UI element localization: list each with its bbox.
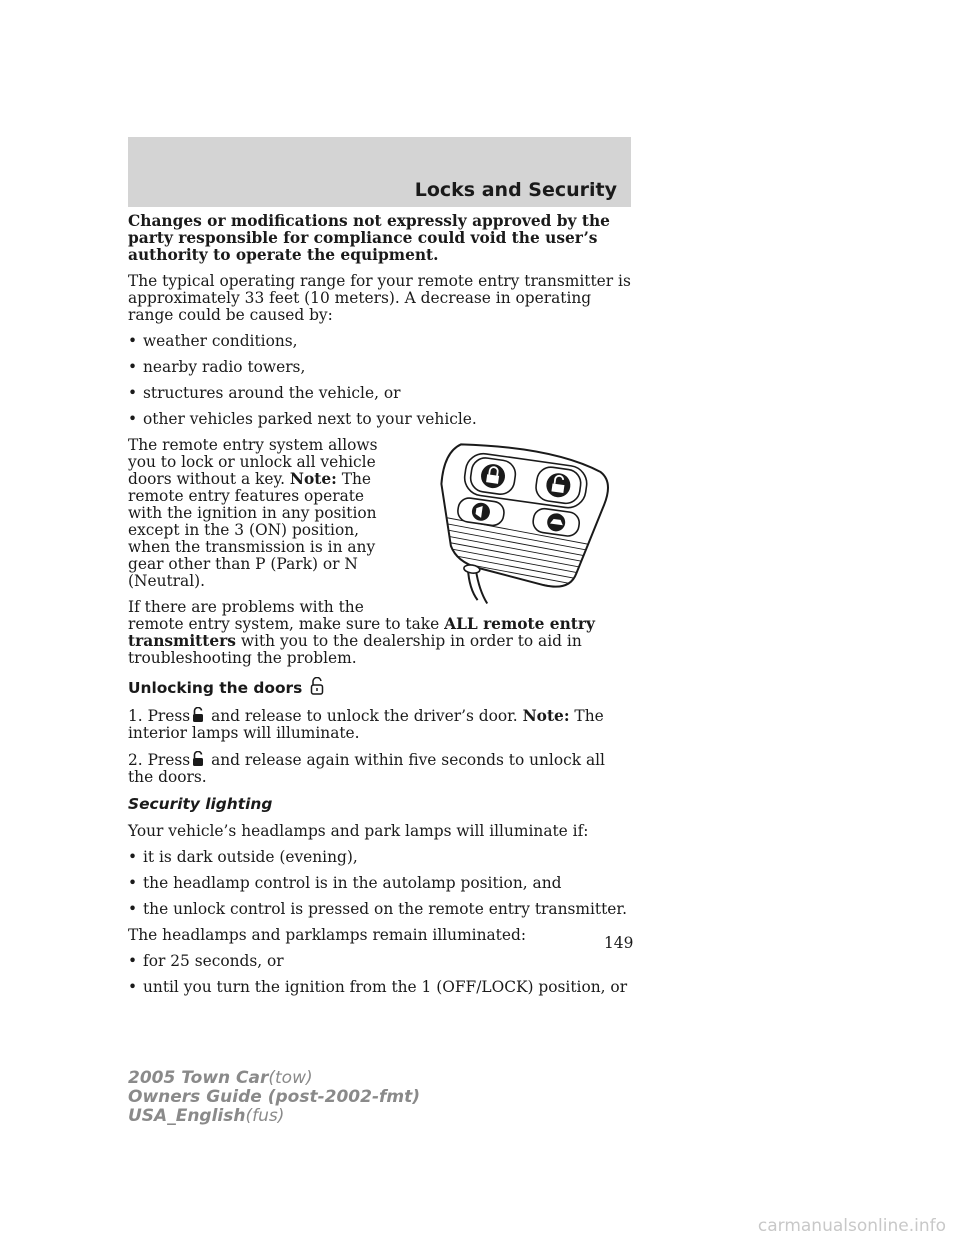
- problems-paragraph: If there are problems with the remote entry system, make sure to take ALL remote entry transmitters with you to the dealership in order to aid in troubleshooting the problem.: [128, 598, 595, 667]
- unlock-outline-icon: [310, 677, 324, 695]
- unlock-icon: [192, 751, 204, 767]
- remain-conditions-list: [128, 953, 633, 996]
- page-number: 149: [604, 934, 634, 952]
- section-header-band: [128, 137, 631, 207]
- remote-transmitter-illustration: [393, 435, 643, 607]
- list-item: • weather conditions,: [128, 333, 633, 350]
- list-item: • the headlamp control is in the autolamp position, and: [128, 875, 633, 892]
- section-title: Locks and Security: [414, 179, 617, 201]
- list-item: • it is dark outside (evening),: [128, 849, 633, 866]
- list-item: • nearby radio towers,: [128, 359, 633, 376]
- remain-illuminated-intro: The headlamps and parklamps remain illuminated:: [128, 926, 527, 944]
- list-item: • the unlock control is pressed on the remote entry transmitter.: [128, 901, 633, 918]
- site-watermark: carmanualsonline.info: [757, 1216, 946, 1236]
- fcc-warning: Changes or modifications not expressly approved by the party responsible for compliance could void the user’s authority to operate the equipment.: [128, 212, 610, 264]
- lighting-conditions-list: [128, 849, 633, 918]
- list-item: • structures around the vehicle, or: [128, 385, 633, 402]
- security-lighting-intro: Your vehicle’s headlamps and park lamps will illuminate if:: [128, 822, 589, 840]
- system-description: The remote entry system allows you to lock or unlock all vehicle doors without a key. Note: The remote entry features operate with the ignition in any position except in the 3 (ON) position, when the transmission is in any gear other than P (Park) or N (Neutral).: [128, 436, 378, 590]
- range-intro: The typical operating range for your remote entry transmitter is approximately 33 feet (10 meters). A decrease in operating range could be caused by:: [128, 272, 631, 324]
- list-item: • other vehicles parked next to your vehicle.: [128, 411, 633, 428]
- unlocking-heading: Unlocking the doors: [128, 677, 633, 697]
- document-footer: 2005 Town Car(tow) Owners Guide (post-2002-fmt) USA_English(fus): [128, 1068, 421, 1126]
- list-item: • until you turn the ignition from the 1 (OFF/LOCK) position, or: [128, 979, 633, 996]
- unlock-step-1: 1. Press and release to unlock the driver’s door. Note: The interior lamps will illuminate.: [128, 707, 604, 742]
- unlock-step-2: 2. Press and release again within five seconds to unlock all the doors.: [128, 751, 605, 786]
- range-causes-list: [128, 333, 633, 428]
- list-item: • for 25 seconds, or: [128, 953, 633, 970]
- page-content: [128, 213, 633, 1005]
- unlock-icon: [192, 707, 204, 723]
- note-label: Note:: [289, 470, 337, 488]
- security-lighting-heading: Security lighting: [128, 795, 273, 813]
